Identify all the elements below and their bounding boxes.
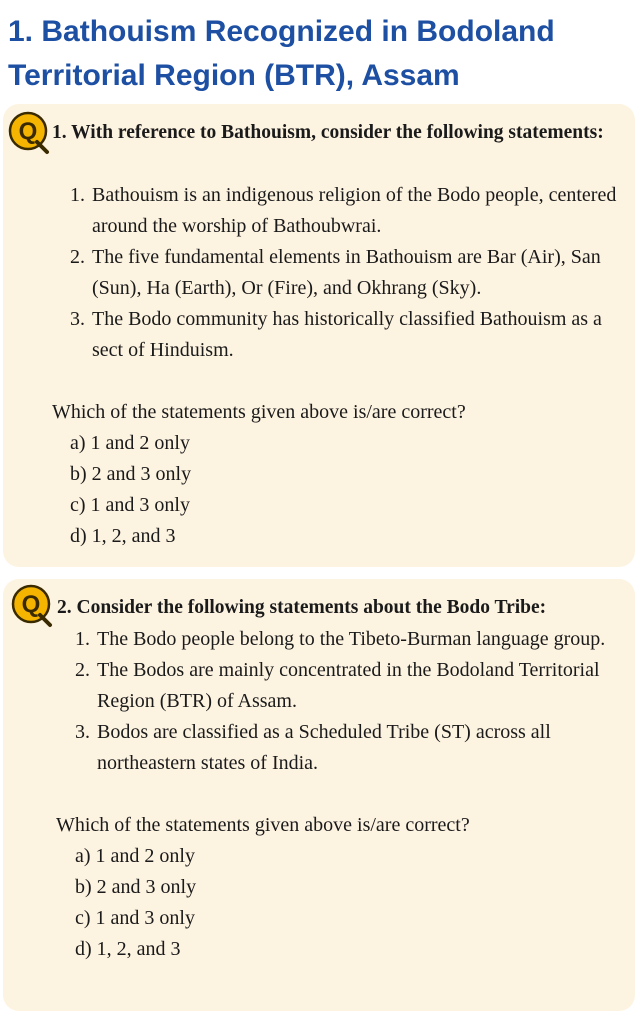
statement-number: 2. bbox=[75, 659, 90, 681]
option-d[interactable]: d) 1, 2, and 3 bbox=[70, 525, 176, 547]
statement-number: 3. bbox=[70, 308, 85, 330]
statement-item bbox=[75, 624, 630, 655]
statement-item bbox=[75, 717, 630, 779]
statement-number: 2. bbox=[70, 246, 85, 268]
statement-text: Bathouism is an indigenous religion of the Bodo people, centered around the worship of Bathoubwrai. bbox=[92, 184, 617, 237]
question-prompt: Which of the statements given above is/are correct? bbox=[56, 814, 470, 836]
statement-number: 3. bbox=[75, 721, 90, 743]
page-title: 1. Bathouism Recognized in Bodoland Territorial Region (BTR), Assam bbox=[8, 15, 555, 92]
statement-text: Bodos are classified as a Scheduled Tribe (ST) across all northeastern states of India. bbox=[97, 721, 551, 774]
statement-text: The Bodo people belong to the Tibeto-Burman language group. bbox=[97, 628, 606, 650]
question-card-1 bbox=[3, 104, 635, 567]
q-badge-icon bbox=[8, 581, 58, 631]
statement-item bbox=[75, 655, 630, 717]
statement-item bbox=[70, 242, 625, 304]
statement-number: 1. bbox=[70, 184, 85, 206]
question-heading: 2. Consider the following statements about the Bodo Tribe: bbox=[57, 597, 547, 618]
options-list bbox=[75, 841, 575, 965]
option-a[interactable]: a) 1 and 2 only bbox=[75, 845, 195, 867]
statement-text: The five fundamental elements in Bathouism are Bar (Air), San (Sun), Ha (Earth), Or (Fire), and Okhrang (Sky). bbox=[92, 246, 601, 299]
q-badge-icon bbox=[5, 108, 55, 158]
question-card-2 bbox=[3, 579, 635, 1011]
option-c[interactable]: c) 1 and 3 only bbox=[75, 907, 195, 929]
q-badge-letter: Q bbox=[21, 591, 41, 618]
q-badge-letter: Q bbox=[18, 118, 38, 145]
options-list bbox=[70, 428, 570, 552]
statement-number: 1. bbox=[75, 628, 90, 650]
statement-text: The Bodos are mainly concentrated in the Bodoland Territorial Region (BTR) of Assam. bbox=[97, 659, 600, 712]
option-b[interactable]: b) 2 and 3 only bbox=[75, 876, 197, 898]
statement-list bbox=[75, 624, 630, 779]
option-a[interactable]: a) 1 and 2 only bbox=[70, 432, 190, 454]
question-prompt: Which of the statements given above is/are correct? bbox=[52, 401, 466, 423]
statement-list bbox=[70, 180, 625, 366]
question-heading: 1. With reference to Bathouism, consider the following statements: bbox=[52, 122, 604, 143]
option-b[interactable]: b) 2 and 3 only bbox=[70, 463, 192, 485]
statement-item bbox=[70, 180, 625, 242]
option-d[interactable]: d) 1, 2, and 3 bbox=[75, 938, 181, 960]
statement-text: The Bodo community has historically classified Bathouism as a sect of Hinduism. bbox=[92, 308, 602, 361]
option-c[interactable]: c) 1 and 3 only bbox=[70, 494, 190, 516]
statement-item bbox=[70, 304, 625, 366]
